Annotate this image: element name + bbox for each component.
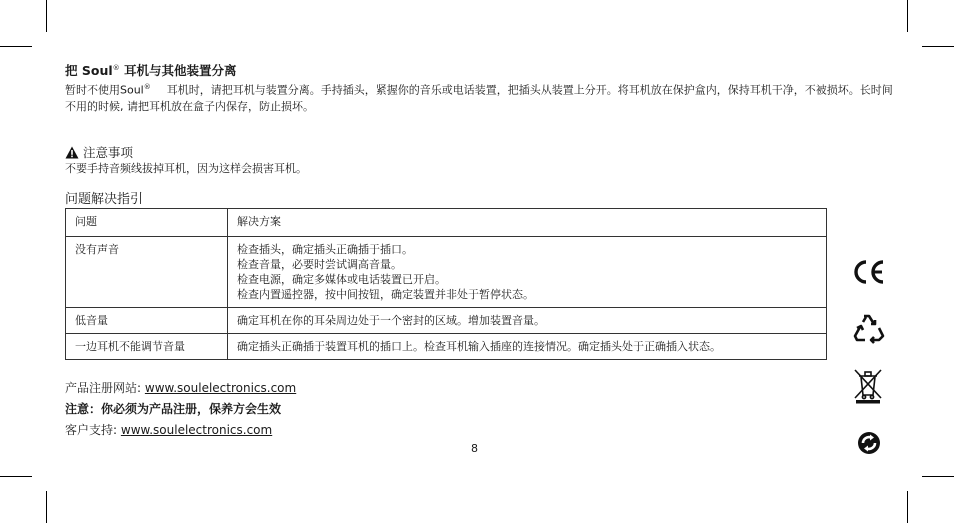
solution-line: 检查电源，确定多媒体或电话装置已开启。	[237, 273, 446, 286]
section-title: 把 Soul® 耳机与其他装置分离	[65, 63, 237, 79]
header-problem: 问题	[66, 209, 228, 237]
register-line	[65, 380, 296, 401]
weee-bin-icon	[853, 368, 883, 404]
solution-line: 确定耳机在你的耳朵周边处于一个密封的区域。增加装置音量。	[237, 314, 545, 327]
caution-title: 注意事项	[65, 145, 895, 161]
header-solution: 解决方案	[228, 209, 827, 237]
register-label: 产品注册网站:	[65, 381, 142, 395]
solution-cell	[228, 237, 827, 308]
register-notice: 注意：你必须为产品注册，保养方会生效	[65, 402, 282, 416]
footer	[65, 380, 296, 443]
problem-cell: 一边耳机不能调节音量	[66, 334, 228, 360]
support-line	[65, 422, 296, 443]
crop-mark	[0, 476, 32, 477]
problem-cell: 低音量	[66, 308, 228, 334]
crop-mark	[922, 476, 954, 477]
solution-line: 检查音量，必要时尝试调高音量。	[237, 258, 402, 271]
table-row	[66, 237, 827, 308]
crop-mark	[0, 46, 32, 47]
table-header-row	[66, 209, 827, 237]
content	[65, 60, 895, 209]
support-label: 客户支持:	[65, 423, 118, 437]
solution-line: 检查内置遥控器，按中间按钮，确定装置并非处于暂停状态。	[237, 288, 534, 301]
troubleshooting-title: 问题解决指引	[65, 191, 144, 207]
solution-cell	[228, 308, 827, 334]
recycle-icon	[852, 312, 886, 344]
table-row	[66, 334, 827, 360]
support-link[interactable]: www.soulelectronics.com	[120, 423, 273, 437]
solution-line: 检查插头，确定插头正确插于插口。	[237, 243, 413, 256]
crop-mark	[907, 491, 908, 523]
crop-mark	[922, 46, 954, 47]
crop-mark	[907, 0, 908, 32]
green-dot-icon	[857, 431, 881, 455]
register-link[interactable]: www.soulelectronics.com	[144, 381, 297, 395]
crop-mark	[46, 491, 47, 523]
section-paragraph: 暂时不使用Soul® 耳机时，请把耳机与装置分离。手持插头，紧握你的音乐或电话装置，把插头从装置上分开。将耳机放在保护盒内，保持耳机干净，不被损坏。长时间不用的时候, 请把耳机放在盒子内保存，防止损坏。	[65, 83, 893, 113]
crop-mark	[46, 0, 47, 32]
caution-text: 不要手持音频线拔掉耳机，因为这样会损害耳机。	[65, 161, 307, 175]
table-row	[66, 308, 827, 334]
warning-icon	[65, 146, 79, 159]
page-number: 8	[471, 442, 478, 455]
solution-line: 确定插头正确插于装置耳机的插口上。检查耳机输入插座的连接情况。确定插头处于正确插入状态。	[237, 340, 721, 353]
problem-cell: 没有声音	[66, 237, 228, 308]
ce-mark-icon	[851, 258, 887, 286]
solution-cell	[228, 334, 827, 360]
troubleshooting-table	[65, 208, 827, 360]
